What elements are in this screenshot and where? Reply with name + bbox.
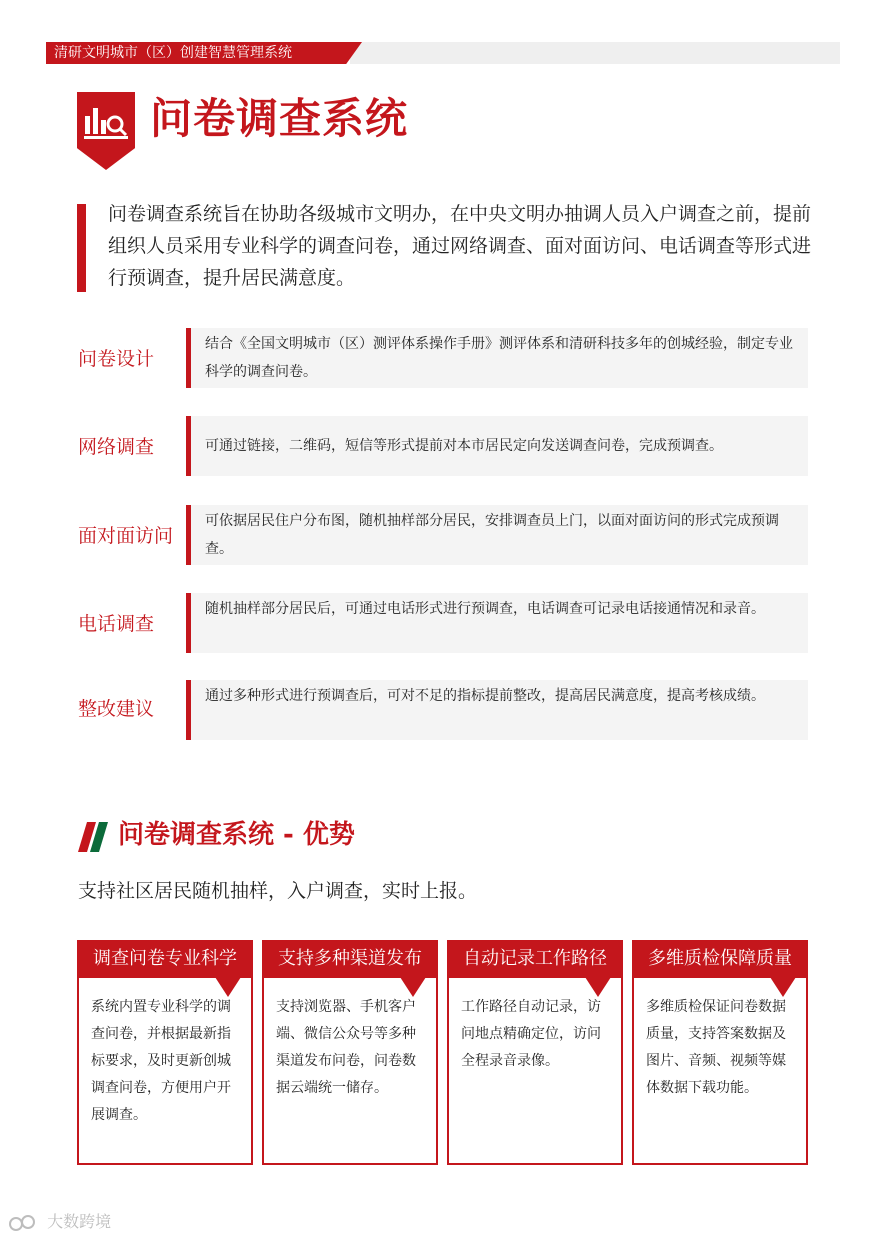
advantage-card <box>262 940 438 1165</box>
advantage-card <box>447 940 623 1165</box>
header-bar-background <box>350 42 840 64</box>
advantage-card-body <box>447 978 623 1165</box>
feature-label: 电话调查 <box>78 613 155 635</box>
advantage-card-title: 调查问卷专业科学 <box>77 940 253 978</box>
watermark <box>8 1210 111 1234</box>
intro-accent-bar <box>77 204 86 292</box>
feature-row-phone-survey <box>0 593 886 653</box>
feature-description: 结合《全国文明城市（区）测评体系操作手册》测评体系和清研科技多年的创城经验，制定专业科学的调查问卷。 <box>205 336 793 380</box>
advantage-card-body <box>632 978 808 1165</box>
feature-description-box <box>186 328 808 388</box>
advantage-card-title: 支持多种渠道发布 <box>262 940 438 978</box>
feature-description: 通过多种形式进行预调查后，可对不足的指标提前整改，提高居民满意度，提高考核成绩。 <box>205 688 765 704</box>
double-slash-icon <box>77 820 111 854</box>
advantage-card-text: 系统内置专业科学的调查问卷，并根据最新指标要求，及时更新创城调查问卷，方便用户开展调查。 <box>91 999 231 1123</box>
feature-row-online-survey <box>0 416 886 476</box>
feature-description: 随机抽样部分居民后，可通过电话形式进行预调查，电话调查可记录电话接通情况和录音。 <box>205 601 765 617</box>
feature-row-rectification <box>0 680 886 740</box>
header-system-name: 清研文明城市（区）创建智慧管理系统 <box>54 45 292 61</box>
advantages-subtitle: 支持社区居民随机抽样，入户调查，实时上报。 <box>78 880 478 902</box>
watermark-logo-icon <box>8 1213 38 1233</box>
watermark-text: 大数跨境 <box>47 1212 112 1231</box>
feature-description: 可依据居民住户分布图，随机抽样部分居民，安排调查员上门，以面对面访问的形式完成预调查。 <box>205 513 779 557</box>
advantages-title: 问卷调查系统 - 优势 <box>118 820 355 850</box>
feature-label: 网络调查 <box>78 436 155 458</box>
feature-label: 问卷设计 <box>78 348 155 370</box>
advantage-card-body <box>77 978 253 1165</box>
feature-description-box <box>186 416 808 476</box>
feature-description: 可通过链接，二维码，短信等形式提前对本市居民定向发送调查问卷，完成预调查。 <box>205 438 723 454</box>
advantage-card-title: 多维质检保障质量 <box>632 940 808 978</box>
advantage-card-title: 自动记录工作路径 <box>447 940 623 978</box>
advantage-card <box>77 940 253 1165</box>
advantage-card-text: 工作路径自动记录，访问地点精确定位，访问全程录音录像。 <box>461 999 601 1069</box>
feature-description-box <box>186 680 808 740</box>
feature-label: 面对面访问 <box>78 525 174 547</box>
feature-label: 整改建议 <box>78 698 155 720</box>
advantage-card-body <box>262 978 438 1165</box>
advantage-card-text: 多维质检保证问卷数据质量，支持答案数据及图片、音频、视频等媒体数据下载功能。 <box>646 999 786 1096</box>
page-title: 问卷调查系统 <box>150 94 409 143</box>
bar-chart-magnifier-icon <box>77 92 135 170</box>
feature-description-box <box>186 593 808 653</box>
advantage-card <box>632 940 808 1165</box>
feature-description-box <box>186 505 808 565</box>
advantage-card-text: 支持浏览器、手机客户端、微信公众号等多种渠道发布问卷，问卷数据云端统一储存。 <box>276 999 416 1096</box>
feature-row-questionnaire-design <box>0 328 886 388</box>
intro-paragraph: 问卷调查系统旨在协助各级城市文明办，在中央文明办抽调人员入户调查之前，提前组织人员采用专业科学的调查问卷，通过网络调查、面对面访问、电话调查等形式进行预调查，提升居民满意度。 <box>108 203 812 289</box>
feature-row-face-to-face <box>0 505 886 565</box>
